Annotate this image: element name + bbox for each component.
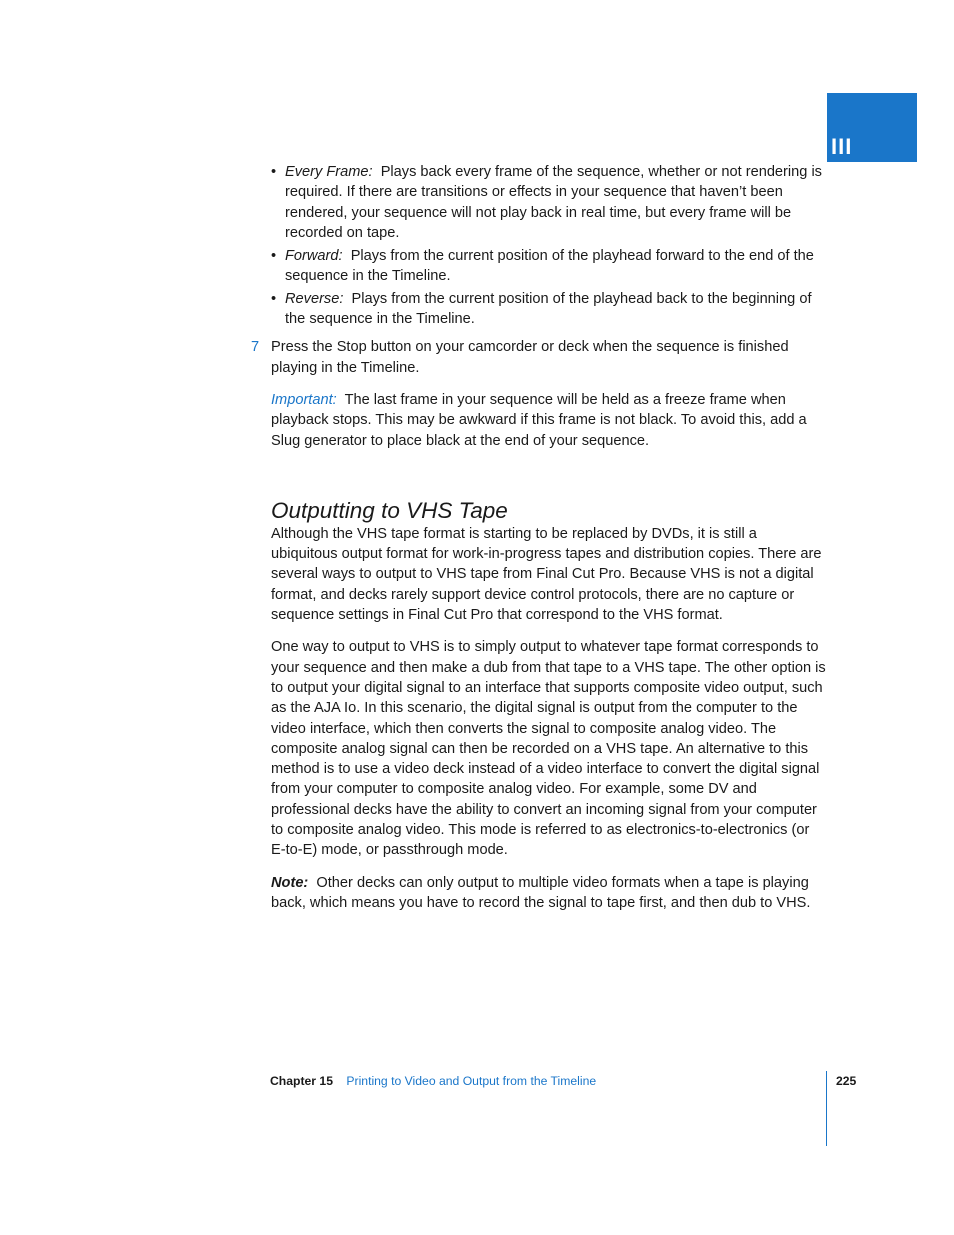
part-tab-label: III: [831, 134, 853, 159]
chapter-title-link[interactable]: Printing to Video and Output from the Timeline: [346, 1074, 597, 1088]
option-description: Plays from the current position of the playhead back to the beginning of the sequence in the Timeline.: [285, 290, 812, 328]
step-7: [251, 337, 827, 378]
step-number: 7: [251, 339, 260, 356]
list-item: [271, 289, 827, 330]
note-callout: [271, 873, 827, 914]
bullet-icon: •: [271, 290, 277, 307]
page-footer: [270, 1073, 596, 1089]
bullet-icon: •: [271, 164, 277, 180]
important-label: Important:: [271, 391, 337, 408]
important-text: The last frame in your sequence will be held as a freeze frame when playback stops. This may be awkward if this frame is not black. To avoid this, add a Slug generator to place black at the end of your sequence.: [271, 391, 807, 449]
section-paragraph: Although the VHS tape format is starting to be replaced by DVDs, it is still a ubiquitous output format for work-in-progress tapes and distribution copies. There are several ways to output to VHS tape from Final Cut Pro. Because VHS is not a digital format, and decks rarely support device control protocols, there are no capture or sequence settings in Final Cut Pro that correspond to the VHS format.: [271, 525, 822, 624]
option-term: Reverse:: [285, 290, 344, 307]
option-description: Plays back every frame of the sequence, whether or not rendering is required. If there are transitions or effects in your sequence that haven’t been rendered, your sequence will not play back in real time, but every frame will be recorded on tape.: [285, 164, 822, 241]
note-text: Other decks can only output to multiple video formats when a tape is playing back, which means you have to record the signal to tape first, and then dub to VHS.: [271, 874, 811, 911]
important-callout: [271, 390, 827, 451]
option-term: Every Frame:: [285, 164, 373, 180]
step-text: Press the Stop button on your camcorder or deck when the sequence is finished playing in the Timeline.: [271, 339, 789, 376]
section-paragraph: One way to output to VHS is to simply output to whatever tape format corresponds to your sequence and then make a dub from that tape to a VHS tape. The other option is to output your digital signal to an interface that supports composite video output, such as the AJA Io. In this scenario, the digital signal is output from the computer to the video interface, which then converts the signal to composite analog video. The composite analog signal can then be recorded on a VHS tape. An alternative to this method is to use a video deck instead of a video interface to convert the digital signal from your computer to composite analog video. For example, some DV and professional decks have the ability to convert an incoming signal from your computer to composite analog video. This mode is referred to as electronics-to-electronics (or E-to-E) mode, or passthrough mode.: [271, 639, 826, 859]
part-tab: [827, 93, 917, 162]
note-label: Note:: [271, 874, 309, 891]
list-item: [271, 162, 827, 243]
section-title: Outputting to VHS Tape: [271, 497, 508, 523]
option-term: Forward:: [285, 247, 343, 264]
option-description: Plays from the current position of the playhead forward to the end of the sequence in the Timeline.: [285, 247, 814, 284]
bullet-icon: •: [271, 247, 277, 264]
chapter-label: Chapter 15: [270, 1074, 333, 1088]
list-item: [271, 246, 827, 287]
option-list: [271, 162, 827, 329]
page-number: 225: [836, 1074, 857, 1088]
footer-divider: [826, 1071, 827, 1146]
page-content: [251, 162, 827, 913]
